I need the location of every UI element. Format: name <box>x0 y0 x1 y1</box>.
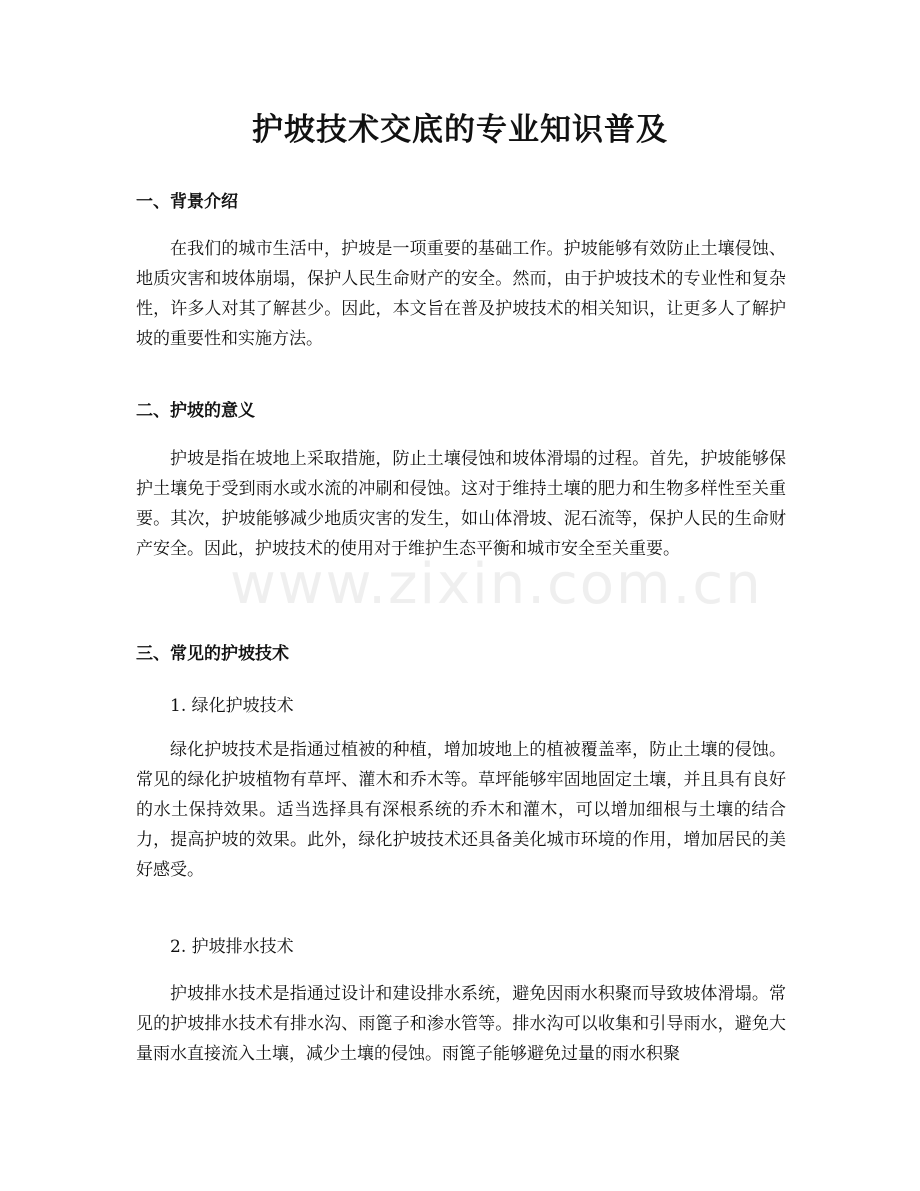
subsection-title-drainage: 2. 护坡排水技术 <box>170 937 294 957</box>
section-heading-background: 一、背景介绍 <box>136 192 238 212</box>
section-paragraph-background: 在我们的城市生活中，护坡是一项重要的基础工作。护坡能够有效防止土壤侵蚀、地质灾害和坡体崩塌，保护人民生命财产的安全。然而，由于护坡技术的专业性和复杂性，许多人对其了解甚少。因此，本文旨在普及护坡技术的相关知识，让更多人了解护坡的重要性和实施方法。 <box>136 239 786 349</box>
page-title: 护坡技术交底的专业知识普及 <box>252 112 668 148</box>
section-heading-techniques: 三、常见的护坡技术 <box>136 644 289 664</box>
subsection-title-greening: 1. 绿化护坡技术 <box>170 696 294 716</box>
section-paragraph-significance: 护坡是指在坡地上采取措施，防止土壤侵蚀和坡体滑塌的过程。首先，护坡能够保护土壤免于受到雨水或水流的冲刷和侵蚀。这对于维持土壤的肥力和生物多样性至关重要。其次，护坡能够减少地质灾害的发生，如山体滑坡、泥石流等，保护人民的生命财产安全。因此，护坡技术的使用对于维护生态平衡和城市安全至关重要。 <box>136 449 786 559</box>
section-heading-significance: 二、护坡的意义 <box>136 401 255 421</box>
subsection-paragraph-greening: 绿化护坡技术是指通过植被的种植，增加坡地上的植被覆盖率，防止土壤的侵蚀。常见的绿化护坡植物有草坪、灌木和乔木等。草坪能够牢固地固定土壤，并且具有良好的水土保持效果。适当选择具有深根系统的乔木和灌木，可以增加细根与土壤的结合力，提高护坡的效果。此外，绿化护坡技术还具备美化城市环境的作用，增加居民的美好感受。 <box>136 740 786 880</box>
subsection-paragraph-drainage: 护坡排水技术是指通过设计和建设排水系统，避免因雨水积聚而导致坡体滑塌。常见的护坡排水技术有排水沟、雨篦子和渗水管等。排水沟可以收集和引导雨水，避免大量雨水直接流入土壤，减少土壤的侵蚀。雨篦子能够避免过量的雨水积聚 <box>136 984 786 1064</box>
watermark-text: www.zixin.com.cn <box>230 552 763 617</box>
